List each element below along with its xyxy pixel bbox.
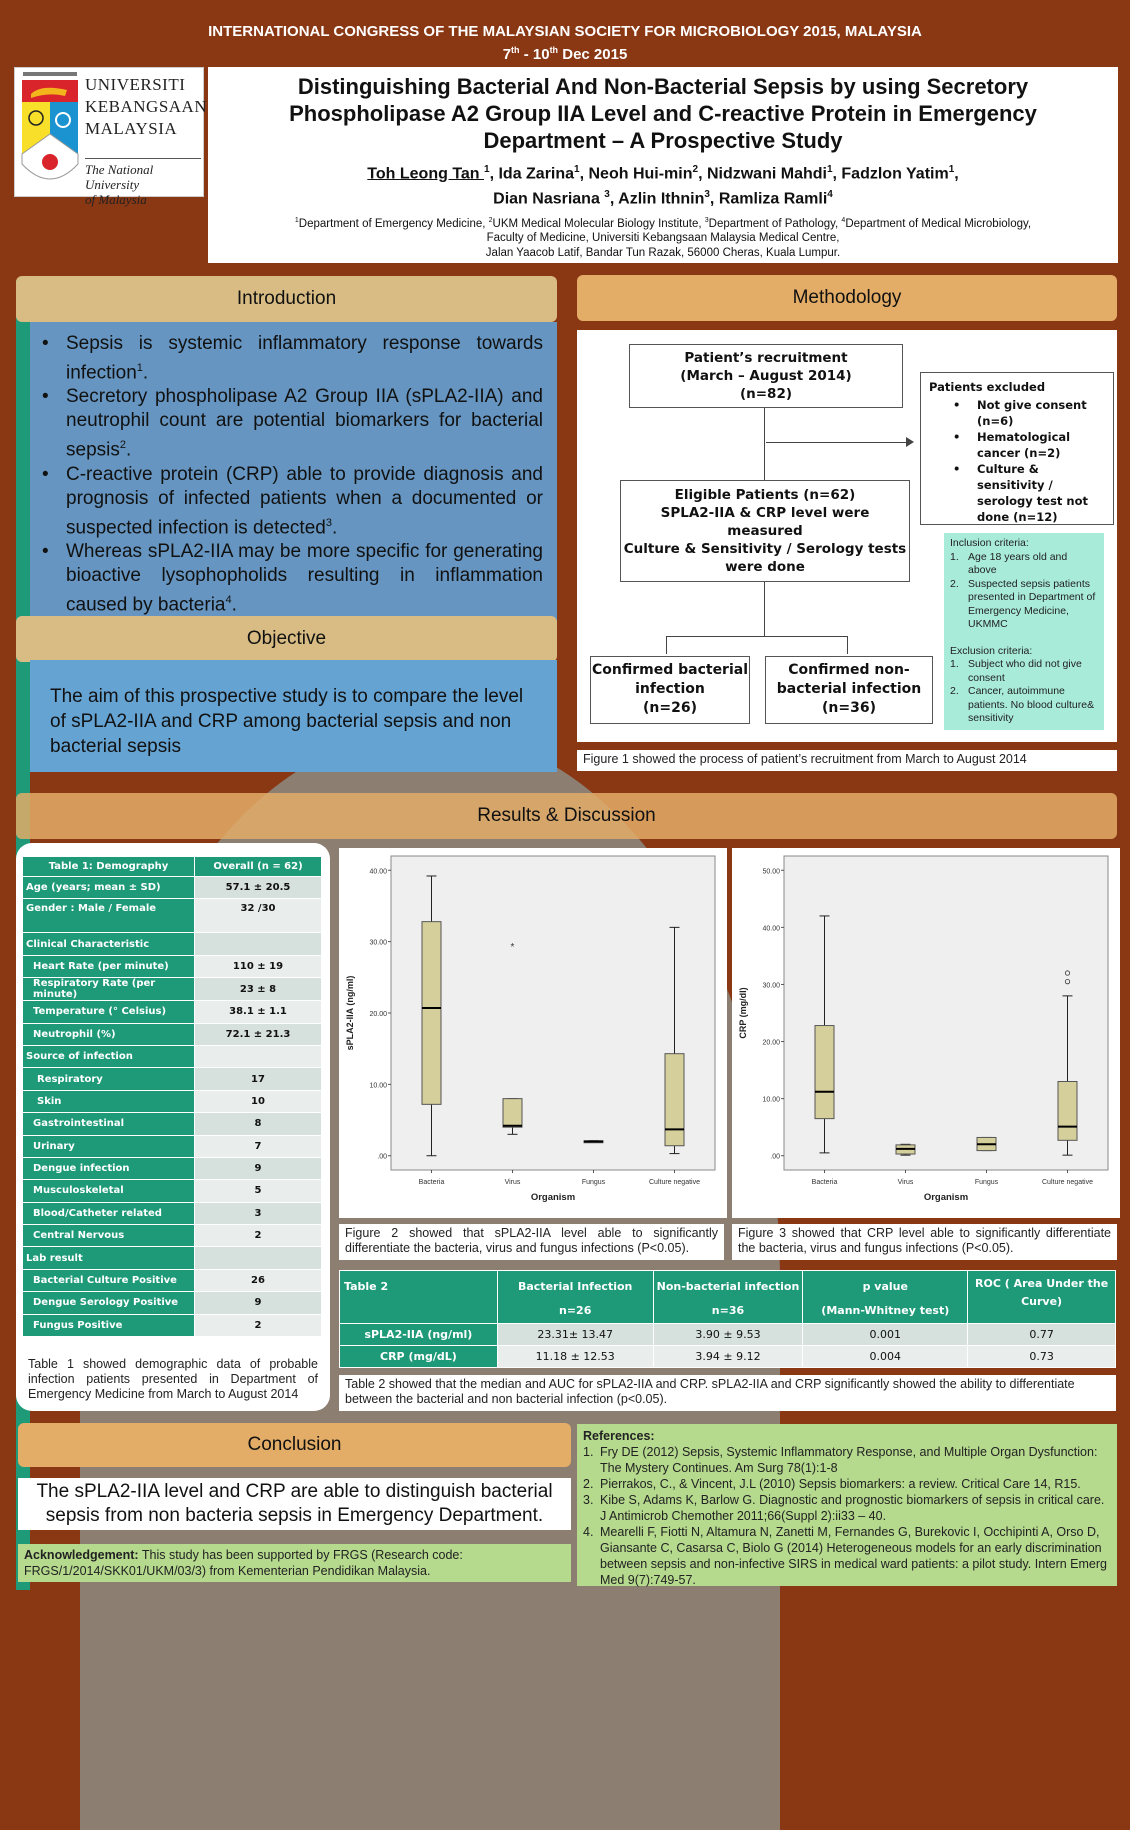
conference-title: INTERNATIONAL CONGRESS OF THE MALAYSIAN SOCIETY FOR MICROBIOLOGY 2015, MALAYSIA xyxy=(208,23,922,40)
reference-item: 1. Fry DE (2012) Sepsis, Systemic Inflammatory Response, and Multiple Organ Dysfunction: The Mystery Continues. Am Surg 78(1):1-8 xyxy=(583,1445,1098,1475)
table-row: Blood/Catheter related 3 xyxy=(23,1202,322,1224)
objective-text: The aim of this prospective study is to compare the level of sPLA2-IIA and CRP among bacterial sepsis and non bacterial sepsis xyxy=(30,660,557,772)
references-title: References: xyxy=(583,1429,655,1443)
university-logo xyxy=(14,67,208,207)
introduction-body xyxy=(30,322,557,622)
flow-box-non-bacterial: Confirmed non- bacterial infection (n=36) xyxy=(765,656,933,724)
methodology-heading: Methodology xyxy=(577,275,1117,321)
table-row: Urinary 7 xyxy=(23,1135,322,1157)
poster-title: Distinguishing Bacterial And Non-Bacterial Sepsis by using Secretory Phospholipase A2 Group IIA Level and C-reactive Protein in Emergency Department – A Prospective Study xyxy=(289,74,1037,153)
flow-arrow xyxy=(766,442,908,443)
table-row: Central Nervous 2 xyxy=(23,1225,322,1247)
svg-text:Fungus: Fungus xyxy=(974,1179,999,1186)
table-row: Gastrointestinal 8 xyxy=(23,1113,322,1135)
reference-item: 4. Mearelli F, Fiotti N, Altamura N, Zanetti M, Fernandes G, Burekovic I, Occhipinti A, Orso D, Giansante C, Casarsa C, Biolo G (2014) Heterogeneous models for an early discrimination between sepsis and non-infective SIRS in medical ward patients: a pilot study. Intern Emerg Med 9(7):749-57. xyxy=(583,1525,1107,1587)
svg-text:20.00: 20.00 xyxy=(762,1039,780,1047)
university-tagline: The National University of Malaysia xyxy=(85,158,201,207)
table-row: CRP (mg/dL) 11.18 ± 12.53 3.94 ± 9.12 0.004 0.73 xyxy=(340,1346,1116,1368)
svg-text:Virus: Virus xyxy=(897,1179,914,1186)
svg-text:*: * xyxy=(510,941,515,953)
flow-box-eligible: Eligible Patients (n=62) SPLA2-IIA & CRP level were measured Culture & Sensitivity / Serology tests were done xyxy=(620,480,910,582)
svg-text:Bacteria: Bacteria xyxy=(811,1179,838,1186)
objective-heading: Objective xyxy=(16,616,557,662)
flow-box-bacterial: Confirmed bacterial infection (n=26) xyxy=(590,656,750,724)
svg-text:10.00: 10.00 xyxy=(369,1082,387,1090)
acknowledgement: Acknowledgement: This study has been supported by FRGS (Research code: FRGS/1/2014/SKK01/UKM/03/3) from Kementerian Pendidikan Malaysia. xyxy=(18,1544,571,1582)
figure2-caption: Figure 2 showed that sPLA2-IIA level able to significantly differentiate the bacteria, virus and fungus infections (P<0.05). xyxy=(339,1224,724,1260)
svg-text:Culture negative: Culture negative xyxy=(1042,1179,1093,1186)
svg-text:.00: .00 xyxy=(377,1153,387,1161)
svg-text:Virus: Virus xyxy=(504,1179,521,1186)
reference-item: 2. Pierrakos, C., & Vincent, J.L (2010) Sepsis biomarkers: a review. Critical Care 14, R15. xyxy=(583,1477,1081,1491)
flow-connector xyxy=(847,636,848,654)
figure3-chart xyxy=(732,848,1120,1218)
conference-banner xyxy=(0,22,1130,64)
university-name: UNIVERSITI KEBANGSAAN MALAYSIA xyxy=(85,75,208,138)
reference-item: 3. Kibe S, Adams K, Barlow G. Diagnostic and prognostic biomarkers of sepsis in critical care. J Antimicrob Chemother 2011;66(Suppl 2):ii33 – 40. xyxy=(583,1493,1105,1523)
arrow-head-icon xyxy=(906,437,914,447)
table2-caption: Table 2 showed that the median and AUC for sPLA2-IIA and CRP. sPLA2-IIA and CRP significantly showed the ability to differentiate between the bacterial and non bacterial infection (p<0.05). xyxy=(339,1375,1116,1411)
svg-text:CRP (mg/dl): CRP (mg/dl) xyxy=(738,987,748,1039)
author-list: Toh Leong Tan $^1$, Ida Zarina$^1$, Neoh Hui-$\min^2$, Nidzwani Mahdi$^1$, Fadzlon Yatim$^1$, Dian Nasriana $^3$, Azlin Ithnin$^3$, Ramliza Ramli$^4$ xyxy=(367,164,959,208)
criteria-box: Inclusion criteria: 1. Age 18 years old and above 2. Suspected sepsis patients presented in Department of Emergency Medicine, UKMMC Exclusion criteria: 1. Subject who did not give consent 2. Cancer, autoimmune patients. No blood culture& sensitivity xyxy=(944,533,1104,730)
figure1-caption: Figure 1 showed the process of patient’s recruitment from March to August 2014 xyxy=(577,750,1117,771)
intro-bullet: • Sepsis is systemic inflammatory response towards infection$^1$. xyxy=(40,332,543,385)
intro-bullet: • Secretory phospholipase A2 Group IIA (sPLA2-IIA) and neutrophil count are potential biomarkers for bacterial sepsis$^2$. xyxy=(40,385,543,462)
svg-text:Bacteria: Bacteria xyxy=(418,1179,445,1186)
table-row: Source of infection xyxy=(23,1045,322,1067)
intro-bullet: • C-reactive protein (CRP) able to provide diagnosis and prognosis of infected patients when a documented or suspected infection is detected$^3$. xyxy=(40,463,543,540)
svg-text:50.00: 50.00 xyxy=(762,868,780,876)
intro-bullet: • Whereas sPLA2-IIA may be more specific for generating bioactive lysophopholids resulting in inflammation caused by bacteria$^4$. xyxy=(40,540,543,617)
affiliations: $^1$Department of Emergency Medicine, $^2$UKM Medical Molecular Biology Institute, $^3$Department of Pathology, $^4$Department of Medical Microbiology, Faculty of Medicine, Universiti Kebangsaan Malaysia Medical Centre, Jalan Yaacob Latif, Bandar Tun Razak, 56000 Cheras, Kuala Lumpur. xyxy=(294,216,1032,260)
title-block xyxy=(208,67,1118,263)
svg-text:40.00: 40.00 xyxy=(762,925,780,933)
svg-text:Fungus: Fungus xyxy=(581,1179,606,1186)
table-row: Lab result xyxy=(23,1247,322,1269)
figure3-caption: Figure 3 showed that CRP level able to significantly differentiate the bacteria, virus and fungus infections (P<0.05). xyxy=(732,1224,1117,1260)
table-row: Fungus Positive 2 xyxy=(23,1314,322,1336)
svg-text:.00: .00 xyxy=(770,1153,780,1161)
flow-box-recruitment: Patient’s recruitment (March – August 2014) (n=82) xyxy=(629,344,903,408)
svg-text:20.00: 20.00 xyxy=(369,1011,387,1018)
flow-connector xyxy=(764,582,765,636)
flow-connector xyxy=(666,636,667,654)
svg-text:sPLA2-IIA (ng/ml): sPLA2-IIA (ng/ml) xyxy=(345,975,355,1051)
ukm-crest-icon xyxy=(19,72,81,190)
flow-connector xyxy=(764,408,765,480)
conclusion-heading: Conclusion xyxy=(18,1423,571,1467)
results-heading: Results & Discussion xyxy=(16,793,1117,839)
table-row: Clinical Characteristic xyxy=(23,933,322,955)
table-row: Dengue Serology Positive 9 xyxy=(23,1292,322,1314)
table1-demography: Table 1: Demography Overall (n = 62) Age (years; mean ± SD) 57.1 ± 20.5 Gender : Male / Female 32 /30 Clinical Characteristic Heart Rate (per minute) 110 ± 19 Respiratory Rate (per minute) 23 ± 8 Temperature (° Celsius) 38.1 ± 1.1 Neutrophil (%) 72.1 ± 21.3 Source of infection Respiratory 17 Skin 10 Gastrointestinal 8 Urinary 7 Dengue infection 9 Musculoskeletal 5 Blood/Catheter related 3 Central Nervous 2 Lab result Bacterial Culture Positive 26 Dengue Serology Positive 9 Fungus Positive 2 xyxy=(22,856,322,1337)
svg-text:30.00: 30.00 xyxy=(369,939,387,947)
table-row: Bacterial Culture Positive 26 xyxy=(23,1269,322,1291)
flow-connector xyxy=(666,636,848,637)
references xyxy=(577,1424,1117,1586)
presenting-author: Toh Leong Tan xyxy=(367,165,485,183)
table2-comparison: Table 2 Bacterial Infection n=26 Non-bacterial infection n=36 p value (Mann-Whitney test) ROC ( Area Under the Curve) sPLA2-IIA (ng/ml) 23.31± 13.47 3.90 ± 9.53 0.001 0.77 CRP (mg/dL) 11.18 ± 12.53 3.94 ± 9.12 0.004 0.73 xyxy=(339,1270,1116,1368)
table-row: Respiratory 17 xyxy=(23,1068,322,1090)
table-row: Neutrophil (%) 72.1 ± 21.3 xyxy=(23,1023,322,1045)
svg-text:Culture negative: Culture negative xyxy=(649,1179,700,1186)
table-row: Temperature (° Celsius) 38.1 ± 1.1 xyxy=(23,1001,322,1023)
table-row: sPLA2-IIA (ng/ml) 23.31± 13.47 3.90 ± 9.53 0.001 0.77 xyxy=(340,1324,1116,1346)
excluded-box: Patients excluded • Not give consent (n=6) • Hematological cancer (n=2) • Culture & sensitivity / serology test not done (n=12) xyxy=(920,372,1114,525)
table1-caption: Table 1 showed demographic data of probable infection patients presented in Department of Emergency Medicine from March to August 2014 xyxy=(28,1357,318,1401)
conclusion-text: The sPLA2-IIA level and CRP are able to distinguish bacterial sepsis from non bacteria sepsis in Emergency Department. xyxy=(18,1478,571,1530)
table-row: Heart Rate (per minute) 110 ± 19 xyxy=(23,955,322,977)
table-row: Skin 10 xyxy=(23,1090,322,1112)
conference-date: 7th - 10th Dec 2015 xyxy=(502,45,628,63)
svg-text:10.00: 10.00 xyxy=(762,1096,780,1104)
table-row: Respiratory Rate (per minute) 23 ± 8 xyxy=(23,978,322,1001)
svg-text:30.00: 30.00 xyxy=(762,982,780,990)
table-row: Gender : Male / Female 32 /30 xyxy=(23,899,322,933)
table-row: Age (years; mean ± SD) 57.1 ± 20.5 xyxy=(23,877,322,899)
svg-text:Organism: Organism xyxy=(530,1192,576,1203)
table-row: Musculoskeletal 5 xyxy=(23,1180,322,1202)
table-row: Dengue infection 9 xyxy=(23,1157,322,1179)
svg-text:40.00: 40.00 xyxy=(369,868,387,876)
svg-text:Organism: Organism xyxy=(923,1192,969,1203)
introduction-heading: Introduction xyxy=(16,276,557,322)
figure2-chart xyxy=(339,848,727,1218)
